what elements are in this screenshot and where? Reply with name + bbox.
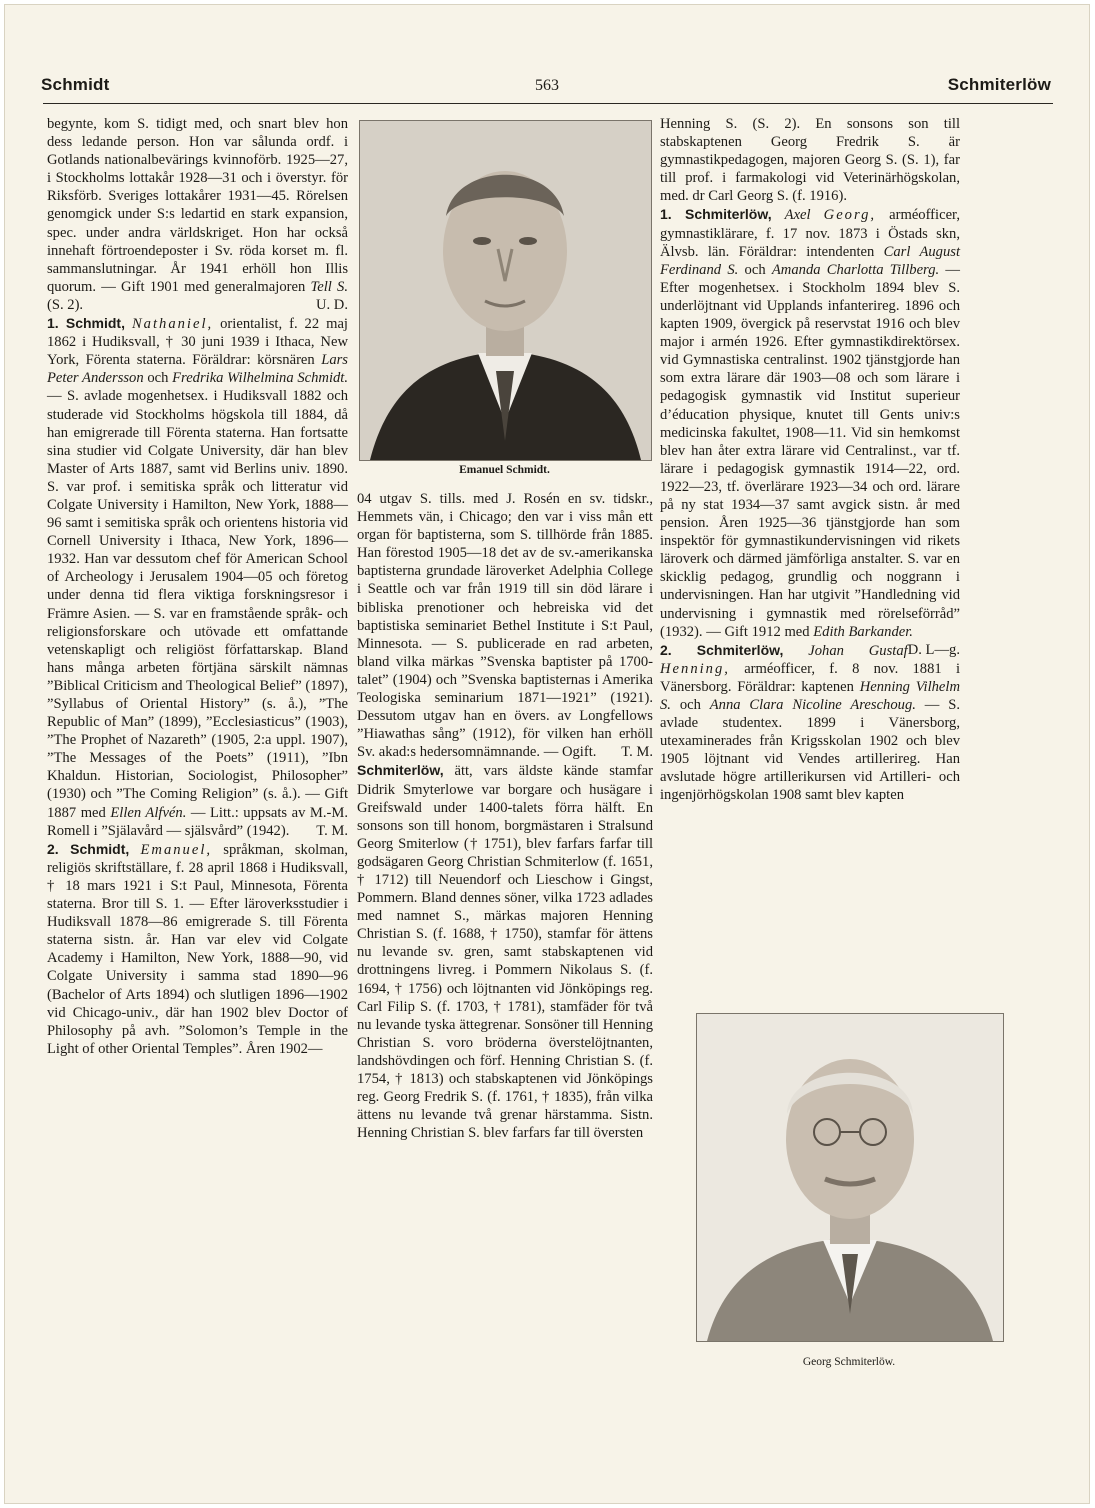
portrait-photo-emanuel-schmidt xyxy=(359,120,652,461)
entry-headword: 2. Schmiterlöw, xyxy=(660,641,784,658)
running-head-left: Schmidt xyxy=(41,75,110,94)
portrait-emanuel-icon xyxy=(360,121,651,460)
entry-headword: 1. Schmidt, xyxy=(47,315,125,332)
portrait-georg-icon xyxy=(697,1014,1003,1341)
column-1 xyxy=(47,115,348,1058)
page-number: 563 xyxy=(535,77,559,94)
entry-headword: 2. Schmidt, xyxy=(47,840,130,857)
entry-schmiterlow-family: Schmiterlöw, ätt, vars äldste kände stamfar Didrik Smyterlowe var borgare och husägare i Greifswald under 1400-talets förra hälft. En sonsons son till honom, borgmästaren i Stralsund Georg Smiterlow († 1751), blev farfars farfar till godsägaren Georg Christian Schmiterlow (f. 1651, † 1712) till Neuendorf och Lieschow i Gingst, Pommern. Bland dennes söner, vilka 1723 adlades med namnet S., märkas majoren Henning Christian S. (f. 1688, † 1750), stamfar för ättens nu levande sv. gren, samt stabskaptenen vid drottningens livreg. i Pommern Nikolaus S. (f. 1694, † 1756) och löjtnanten vid Jönköpings reg. Carl Filip S. (f. 1703, † 1781), stamfäder för två nu levande tyska ättegrenar. Sonsöner till Henning Christian S. voro bröderna överstelöjtnanten, landshövdingen och förf. Henning Christian S. (f. 1754, † 1813) och stabskaptenen vid Jönköpings reg. Georg Fredrik S. (f. 1761, † 1835), från vilka ättens nu levande två grenar härstamma. Sistn. Henning Christian S. blev farfars far till översten xyxy=(357,762,653,1142)
portrait-photo-georg-schmiterlow xyxy=(696,1013,1004,1342)
entry-nathaniel-schmidt: 1. Schmidt, Nathaniel, orientalist, f. 22 maj 1862 i Hudiksvall, † 30 juni 1939 i Ithaca, New York, Förenta staterna. Föräldrar: körsnären Lars Peter Andersson och Fredrika Wilhelmina Schmidt. — S. avlade mogenhetsex. i Hudiksvall 1882 och studerade vid Stockholms högskola till 1884, då han emigrerade till Förenta staterna. Han fortsatte sina studier vid Colgate University, där han blev Master of Arts 1887, samt vid Berlins univ. 1890. S. var prof. i semitiska språk och litteratur vid Colgate University i Hamilton, New York, 1888—96 samt i semitiska språk och orientens historia vid Cornell University i Ithaca, New York, 1896—1932. Han var dessutom chef för American School of Archeology i Jerusalem 1904—05 och företog under denna tid flera viktiga forskningsresor i Främre Asien. — S. var en framstående språk- och religionsforskare och utövade ett omfattande vetenskapligt och religiöst författarskap. Bland hans många arbeten förtjäna särskilt nämnas ”Biblical Criticism and Theological Belief” (1897), ”Syllabus of Oriental History” (s. å.), ”The Republic of Man” (1899), ”Ecclesiasticus” (1903), ”The Prophet of Nazareth” (1905, 2:a uppl. 1907), ”The Messages of the Poets” (1911), ”Ibn Khaldun. Historian, Sociologist, Philosopher” (1930) och ”The Coming Religion” (s. å.). — Gift 1887 med Ellen Alfvén. — Litt.: uppsats av M.-M. Romell i ”Själavård — själsvård” (1942). T. M. xyxy=(47,315,349,839)
photo-caption: Georg Schmiterlöw. xyxy=(802,1356,896,1368)
column-3 xyxy=(660,115,960,805)
entry-headword: Schmiterlöw, xyxy=(357,762,444,779)
entry-georg-schmiterlow: 1. Schmiterlöw, Axel Georg, arméofficer, gymnastiklärare, f. 17 nov. 1873 i Östads skn, Älvsb. län. Föräldrar: intendenten Carl August Ferdinand S. och Amanda Charlotta Tillberg. — Efter mogenhetsex. i Stockholm 1894 blev S. underlöjtnant vid Upplands infanterireg. 1896 och kapten 1909, övergick på reservstat 1916 och blev major i armén 1926. Efter gymnastikdirektörsex. vid Gymnastiska centralinst. 1902 tjänstgjorde han som extra lärare där 1903—08 och som lärare i pedagogisk gymnastik vid Institut superieur d’éducation physique, knutet till Gents univ:s medicinska fakultet, 1908—11. Vid sin hemkomst blev han åter extra lärare vid Centralinst., var tf. lärare i pedagogisk gymnastik 1914—22, ord. 1922—23, tf. överlärare 1923—34 och ord. lärare på ny stat 1934—37 samt avgick sistn. år med pension. Åren 1925—36 tjänstgjorde han som inspektör för gymnastikundervisningen vid rikets läroverk och därmed jämförliga anstalter. S. var en skicklig pedagog, grundlig och noggrann i undervisningen. Han har utgivit ”Handledning vid undervisning i gymnastik med rörelseförråd” (1932). — Gift 1912 med Edith Barkander. D. L—g. xyxy=(660,206,960,658)
author-signature: T. M. xyxy=(621,744,653,761)
author-signature: T. M. xyxy=(316,822,348,839)
entry-headword: 1. Schmiterlöw, xyxy=(660,206,772,223)
entry-continuation: Henning S. (S. 2). En sonsons son till stabskaptenen Georg Fredrik S. är gymnastikpedagogen, majoren Georg S. (S. 1), far till prof. i farmakologi vid Veterinärhögskolan, med. dr Carl Georg S. (f. 1916). xyxy=(660,116,960,205)
photo-caption: Emanuel Schmidt. xyxy=(459,464,550,476)
entry-continuation: begynte, kom S. tidigt med, och snart blev hon dess ledande person. Hon var sålunda ordf. i Gotlands nationalbevärings kvinnoförb. 1925—27, i Stockholms lottakår 1928—31 och i överstyr. för Riksförb. Sveriges lottakårer 1931—45. Rörelsen genomgick under S:s ledartid en stark expansion, spec. under andra världskriget. Hon har också innehaft förtroendeposter i Sv. röda korset m. fl. sammanslutningar. År 1941 erhöll hon Illis quorum. — Gift 1901 med generalmajoren Tell S. (S. 2). U. D. xyxy=(47,116,348,313)
entry-henning-schmiterlow: 2. Schmiterlöw, Johan Gustaf Henning, arméofficer, f. 8 nov. 1881 i Vänersborg. Föräldrar: kaptenen Henning Vilhelm S. och Anna Clara Nicoline Areschoug. — S. avlade studentex. 1899 i Vänersborg, utexaminerades från Krigsskolan 1902 och blev 1905 löjtnant vid Vendes artillerireg. Han avslutade högre artillerikursen vid Artilleri- och ingenjörhögskolan 1908 samt blev kapten xyxy=(660,641,961,804)
column-2 xyxy=(357,490,653,1142)
running-head-right: Schmiterlöw xyxy=(947,75,1051,94)
author-signature: D. L—g. xyxy=(907,641,960,658)
entry-continuation: 04 utgav S. tills. med J. Rosén en sv. tidskr., Hemmets vän, i Chicago; den var i viss mån ett organ för baptisterna, som S. tillhörde från 1885. Han förestod 1905—18 det av de sv.-amerikanska baptisterna grundade läroverket Adelphia College i Seattle och var från 1919 till sin död lärare i bibliska prenotioner och hebreiska vid det baptistiska seminariet Bethel Institute i S:t Paul, Minnesota. — S. publicerade en rad arbeten, bland vilka märkas ”Svenska baptister på 1700-talet” (1904) och ”Svenska baptisternas i Amerika Teologiska seminarium 1871—1921” (1921). Dessutom utgav han en övers. av Longfellows ”Hiawathas sång” (1912), för vilken han erhöll Sv. akad:s hedersomnämnande. — Ogift. T. M. xyxy=(357,491,653,761)
entry-emanuel-schmidt: 2. Schmidt, Emanuel, språkman, skolman, religiös skriftställare, f. 28 april 1868 i Hudiksvall, † 18 mars 1921 i S:t Paul, Minnesota, Förenta staterna. Bror till S. 1. — Efter läroverksstudier i Hudiksvall 1878—86 emigrerade S. till Förenta staterna sistn. år. Han var elev vid Colgate Academy i Hamilton, New York, 1888—90, vid Colgate University i samma stad 1890—96 (Bachelor of Arts 1894) och slutligen 1896—1902 vid Chicago-univ., där han 1902 blev Doctor of Philosophy på avh. ”Solomon’s Temple in the Light of other Oriental Temples”. Åren 1902— xyxy=(47,840,348,1057)
document-page xyxy=(4,4,1090,1504)
author-signature: U. D. xyxy=(315,296,348,313)
header-rule xyxy=(43,103,1053,104)
